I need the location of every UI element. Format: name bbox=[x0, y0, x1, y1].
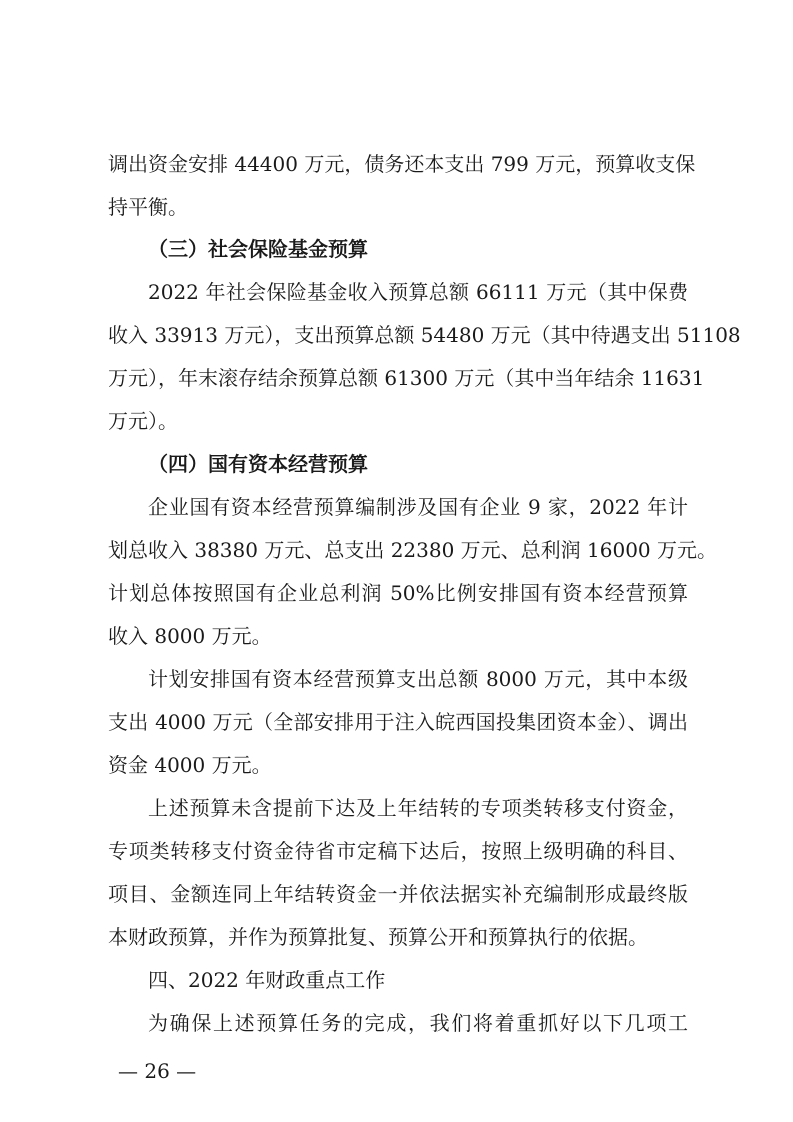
text-line: 项目、金额连同上年结转资金一并依法据实补充编制形成最终版 bbox=[108, 882, 688, 906]
text-line: 划总收入 38380 万元、总支出 22380 万元、总利润 16000 万元。 bbox=[108, 538, 718, 562]
text-line: 万元）。 bbox=[108, 409, 178, 433]
text-line: 支出 4000 万元（全部安排用于注入皖西国投集团资本金）、调出 bbox=[108, 710, 688, 734]
text-line: 本财政预算，并作为预算批复、预算公开和预算执行的依据。 bbox=[108, 925, 648, 949]
text-line: 资金 4000 万元。 bbox=[108, 753, 272, 777]
text-line: 上述预算未含提前下达及上年结转的专项类转移支付资金， bbox=[148, 796, 688, 820]
text-line: 计划总体按照国有企业总利润 50%比例安排国有资本经营预算 bbox=[108, 581, 688, 605]
text-line: 持平衡。 bbox=[108, 195, 188, 219]
text-line: 万元），年末滚存结余预算总额 61300 万元（其中当年结余 11631 bbox=[108, 366, 705, 390]
text-line: 专项类转移支付资金待省市定稿下达后，按照上级明确的科目、 bbox=[108, 839, 688, 863]
text-line: 企业国有资本经营预算编制涉及国有企业 9 家，2022 年计 bbox=[148, 495, 688, 519]
text-line: 2022 年社会保险基金收入预算总额 66111 万元（其中保费 bbox=[148, 280, 688, 304]
text-line: 调出资金安排 44400 万元，债务还本支出 799 万元，预算收支保 bbox=[108, 152, 696, 176]
text-line: 收入 8000 万元。 bbox=[108, 624, 272, 648]
text-line: 为确保上述预算任务的完成，我们将着重抓好以下几项工 bbox=[148, 1011, 688, 1035]
page-number: — 26 — bbox=[118, 1059, 197, 1083]
section-heading: （三）社会保险基金预算 bbox=[148, 237, 368, 261]
text-line: 收入 33913 万元），支出预算总额 54480 万元（其中待遇支出 51108 bbox=[108, 323, 741, 347]
text-line: 计划安排国有资本经营预算支出总额 8000 万元，其中本级 bbox=[148, 667, 688, 691]
section-heading: （四）国有资本经营预算 bbox=[148, 452, 368, 476]
part-heading: 四、2022 年财政重点工作 bbox=[148, 968, 386, 992]
